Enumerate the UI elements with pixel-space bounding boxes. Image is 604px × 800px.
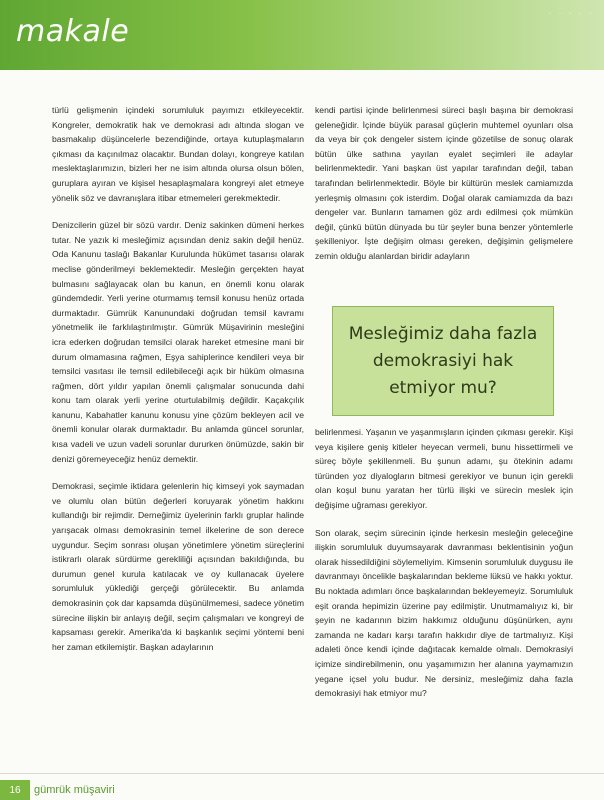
paragraph: belirlenmesi. Yaşanın ve yaşanmışların içinden çıkması gerekir. Kişi veya kişilere geniş kitleler heyecan vermeli, bunu hissettirmeli ve süreç böyle şekillenmeli. Bu şunun adamı, şu ötekinin adamı türünden yoz diyalogların bitmesi gerekiyor ve bunun için gerekli olan koşul bunu yaratan her türlü ilişki ve sürecin meslek için değişime uğraması gerekiyor. — [315, 427, 573, 510]
paragraph: Son olarak, seçim sürecinin içinde herkesin mesleğin geleceğine ilişkin sorumluluk duyumsayarak davranması beklentisinin yoğun olarak hissedildiğini söylemeliyim. Kimsenin sorumluluk duygusu ile davranmayı öncelikle başkalarından bekleme lüksü ve hakkı yoktur. Bu noktada adımları önce başkalarından bekleyemeyiz. Sorumluluk eşit oranda hepimizin üzerine pay edilmiştir. Unutmamalıyız ki, bir şeyin ne kadarının bizim hakkımız olduğunu düşünürken, aynı zamanda ne kadarı karşı tarafın hakkıdır diye de tartmalıyız. Kişi adaleti önce kendi içinde dağıtacak kemalde olmalı. Demokrasiyi içimize sindirebilmenin, onu yaşamımızın her alanına yaymamızın yegane içsel yolu budur. Ne dersiniz, mesleğimiz daha fazla demokrasiyi hak etmiyor mu? — [315, 527, 573, 699]
page-footer — [0, 773, 604, 800]
paragraph: Denizcilerin güzel bir sözü vardır. Deniz sakinken dümeni herkes tutar. Ne yazık ki mesleğimiz açısından deniz sakin değil henüz. Oda Kanunu taslağı Bakanlar Kurulunda hükümet tasarısı olarak meclise gönderilmeyi beklemektedir. Mesleğin gerçekten hayat bulmasını sağlayacak olan bu kanun, en önemli konu olarak gündemdedir. Yerli yerine oturmamış temsil konusu henüz ortada durmaktadır. Gümrük Kanunundaki doğrudan temsil kavramı yönetmelik ile farklılaştırılmıştır. Gümrük Müşavirinin mesleğini icra ederken doğrudan temsilci olarak hareket etmesine mani bir durum olmamasına rağmen, Eşya sahiplerince kendileri veya bir temsilci vasıtası ile temsil edilebileceği açık bir hüküm olmasına rağmen, dört yıldır yapılan önemli çalışmalar sonucunda dahi konu tam olarak yerli yerine oturtulabilmiş değildir. Kaçakçılık kanunu, Kabahatler kanunu konusu yine çözüm bekleyen acil ve önemli konular olarak durmaktadır. Bu anlamda güncel sorunlar, kısa vadeli ve uzun vadeli sorunlar dururken önümüzde, sakin bir denizi göremeyeceğiz henüz demektir. — [52, 220, 304, 464]
right-column-continuation — [315, 425, 573, 714]
decorative-dots: · · · · · — [548, 8, 594, 19]
header-band — [0, 0, 604, 70]
pull-quote: Mesleğimiz daha fazla demokrasiyi hak etmiyor mu? — [332, 306, 554, 416]
paragraph: türlü gelişmenin içindeki sorumluluk payımızı etkileyecektir. Kongreler, demokratik hak ve demokrasi adı altında slogan ve basmakalıp düşüncelerle bezendiğinde, ortaya kutuplaşmaların çıkması da kaçınılmaz olacaktır. Bundan dolayı, kongreye katılan meslektaşlarımızın, bizleri her ne isim altında olursa olsun bölen, guruplara ayıran ve kişisel hesaplaşmalara kongreyi alet etmeye yönelik söz ve davranışlara itibar etmemeleri gerekmektedir. — [52, 105, 304, 203]
page-number: 16 — [0, 780, 30, 800]
right-column — [315, 103, 573, 699]
publication-name: gümrük müşaviri — [34, 784, 115, 796]
section-title: makale — [16, 14, 130, 49]
paragraph: Demokrasi, seçimle iktidara gelenlerin hiç kimseyi yok saymadan ve olumlu olan bütün değerleri koruyarak yönetim hakkını kullandığı bir rejimdir. Derneğimiz üyelerinin farklı gruplar halinde yarışacak olması demokrasinin temel ilkelerine de son derece uygundur. Seçim sonrası oluşan yönetimlere yönetim süreçlerini istikrarlı olarak sürdürme gerekliliği açısından bakıldığında, bu durumun genel kurula katılacak ve oy kullanacak üyelere sorumluluk yüklediği gerçeği görülecektir. Bu anlamda demokrasinin çok dar kapsamda düşünülmemesi, sadece yönetim sürecine ilişkin bir anlayış değil, seçim çalışmaları ve kongreyi de kapsaması gerekir. Amerika'da ki başkanlık seçimi yöntemi beni her zaman etkilemiştir. Başkan adaylarının — [52, 481, 304, 652]
left-column — [52, 103, 304, 667]
paragraph: kendi partisi içinde belirlenmesi süreci başlı başına bir demokrasi geleneğidir. İçinde büyük parasal güçlerin muhtemel oyunları olsa da veya bir çok dengeler sistem içinde gözetilse de sonuç olarak bütün ülke sathına yayılan eyalet seçimleri ile adaylar belirlenmektedir. Yani başkan üst yapılar tarafından değil, taban tarafından belirlenmektedir. Böyle bir kültürün meslek camiamızda yerleşmiş olmasını çok isterdim. Doğal olarak camiamızda da bazı dengeler var. Bunların tamamen göz ardı edilmesi çok mümkün değil, çünkü bütün dünyada bu tür şeyler buna benzer yöntemlerle şekilleniyor. İşte değişim olması gereken, değişimin gelişmelere zemin olduğu alanlardan biridir adayların — [315, 105, 573, 261]
